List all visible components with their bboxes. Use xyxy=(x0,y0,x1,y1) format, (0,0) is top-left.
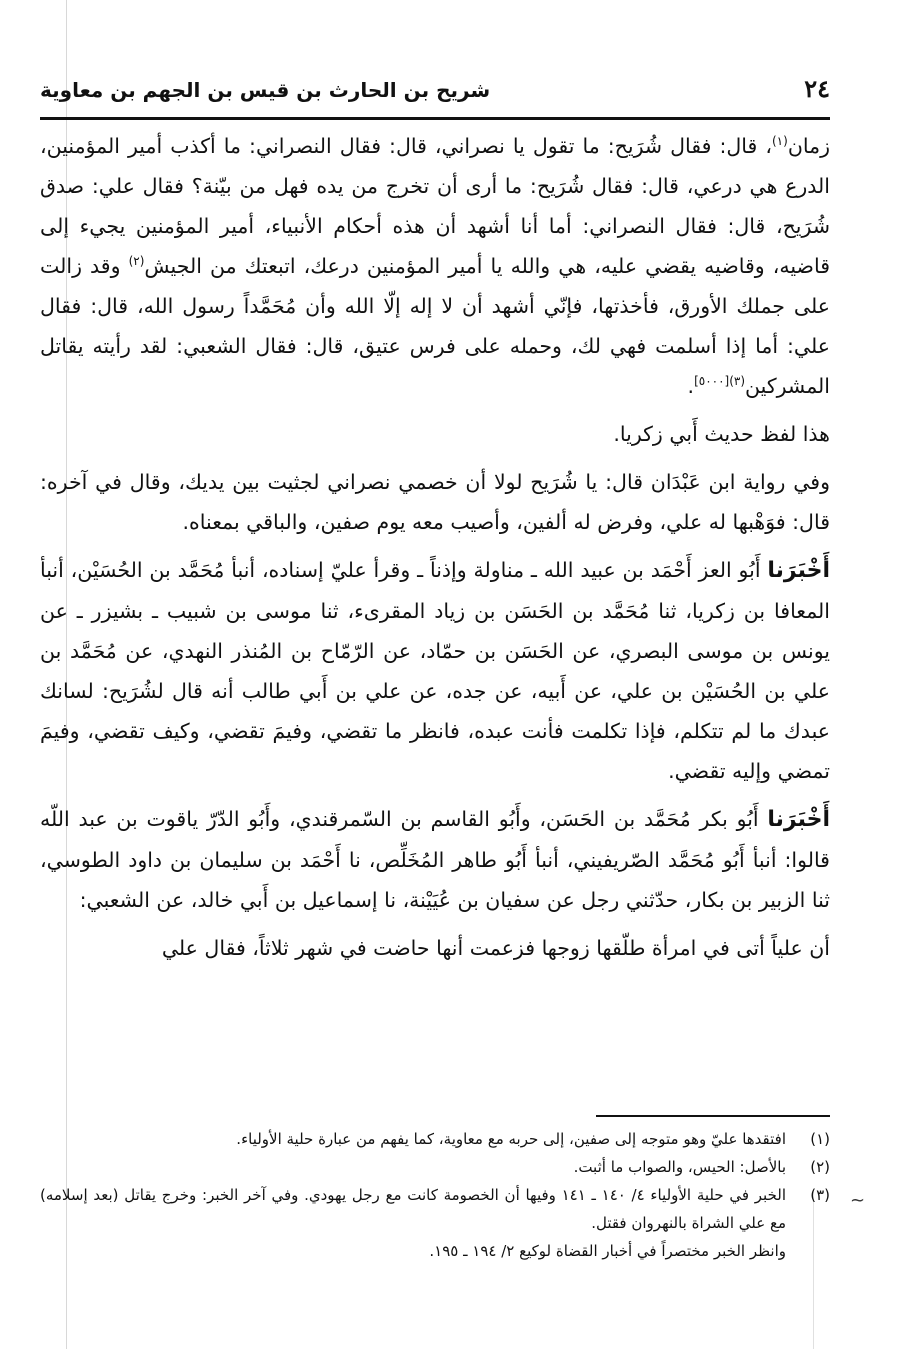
text-run: وقد زالت على جملك الأورق، فأخذتها، فإنّي أشهد أن لا إله إلّا الله وأن مُحَمَّداً رسول الله، قال: فقال علي: أما إذا أسلمت فهي لك، وحمله على فرس عتيق، قال: فقال الشعبي: لقد رأيته يقاتل المشركين xyxy=(40,254,830,398)
footnote-text xyxy=(40,1181,786,1265)
running-title: شريح بن الحارث بن قيس بن الجهم بن معاوية xyxy=(40,78,491,102)
paragraph: وفي رواية ابن عَبْدَان قال: يا شُرَيح لولا أن خصمي نصراني لجثيت بين يديك، وقال في آخره: قال: فوَهْبها له علي، وفرض له ألفين، وأصيب معه يوم صفين، والباقي بمعناه. xyxy=(40,470,830,534)
footnote-text: بالأصل: الحيس، والصواب ما أثبت. xyxy=(573,1158,786,1176)
text-run: زمان xyxy=(787,134,830,158)
paragraph xyxy=(40,799,830,920)
text-run: أَبُو العز أَحْمَد بن عبيد الله ـ مناولة وإذناً ـ وقرأ عليّ إسناده، أنبأ مُحَمَّد بن الحُسَيْن، أنبأ المعافا بن زكريا، ثنا مُحَمَّد بن الحَسَن بن زياد المقرىء، ثنا موسى بن شبيب ـ بشيزر ـ عن يونس بن موسى البصري، عن الحَسَن بن حمّاد، عن الرّمّاح بن المُنذر النهدي، عن مُحَمَّد بن علي بن الحُسَيْن بن علي، عن أَبيه، عن جده، عن علي بن أَبي طالب أنه قال لشُرَيح: لسانك عبدك ما لم تتكلم، فإذا تكلمت فأنت عبده، فانظر ما تقضي، وفيمَ تقضي، وكيف تقضي، وفيمَ تمضي وإليه تقضي. xyxy=(40,558,830,783)
main-text xyxy=(40,126,830,968)
text-run: ، قال: فقال شُرَيح: ما تقول يا نصراني، قال: فقال النصراني: ما أكذب أمير المؤمنين، الدرع هي درعي، قال: فقال شُرَيح: ما أرى أن تخرج من يده فهل من بيّنة؟ فقال علي: صدق شُرَيح، قال: فقال النصراني: أما أنا أشهد أن هذه أحكام الأنبياء، أمير المؤمنين يجيء إلى قاضيه، وقاضيه يقضي عليه، هي والله يا أمير المؤمنين درعك، اتبعتك من الجيش xyxy=(40,134,830,278)
footnote-number: (١) xyxy=(810,1130,830,1148)
footnote-number: (٢) xyxy=(810,1158,830,1176)
text-run: أَبُو بكر مُحَمَّد بن الحَسَن، وأَبُو القاسم بن السّمرقندي، وأَبُو الدّرّ ياقوت بن عبد اللّه قالوا: أنبأ أَبُو مُحَمَّد الصّريفيني، أنبأ أَبُو طاهر المُخَلِّص، نا أَحْمَد بن سليمان بن داود الطوسي، ثنا الزبير بن بكار، حدّثني رجل عن سفيان بن عُيَيْنة، نا إسماعيل بن أَبي خالد، عن الشعبي: xyxy=(40,807,830,912)
text-run: الخبر في حلية الأولياء ٤/ ١٤٠ ـ ١٤١ وفيها أن الخصومة كانت مع رجل يهودي. وفي آخر الخبر: وخرج يقاتل (بعد إسلامه) مع علي الشراة بالنهروان فقتل. xyxy=(40,1186,786,1232)
text-run: . xyxy=(687,374,695,398)
footnote xyxy=(40,1125,830,1153)
footnote xyxy=(40,1153,830,1181)
paragraph xyxy=(40,550,830,791)
footnote-ref: (٢) xyxy=(128,254,145,269)
page-header xyxy=(40,74,830,114)
lead-word: أَخْبَرَنا xyxy=(767,558,830,583)
header-rule xyxy=(40,117,830,120)
footnote-ref: (١) xyxy=(771,134,788,149)
footnote-rule xyxy=(596,1115,830,1117)
lead-word: أَخْبَرَنا xyxy=(767,807,830,832)
paragraph: هذا لفظ حديث أَبي زكريا. xyxy=(613,422,830,446)
footnotes xyxy=(40,1125,830,1265)
paragraph xyxy=(40,126,830,406)
footnote-number: (٣) xyxy=(810,1186,830,1204)
paragraph: أن علياً أتى في امرأة طلّقها زوجها فزعمت أنها حاضت في شهر ثلاثاً، فقال علي xyxy=(161,936,830,960)
page-number: ٢٤ xyxy=(804,74,830,103)
pencil-mark-icon: ~ xyxy=(850,1190,866,1211)
text-run: وانظر الخبر مختصراً في أخبار القضاة لوكيع ٢/ ١٩٤ ـ ١٩٥. xyxy=(429,1242,786,1260)
footnote-text: افتقدها عليّ وهو متوجه إلى صفين، إلى حربه مع معاوية، كما يفهم من عبارة حلية الأولياء. xyxy=(236,1130,786,1148)
footnote-ref: (٣)[٥٠٠٠] xyxy=(694,374,746,389)
footnote xyxy=(40,1181,830,1265)
